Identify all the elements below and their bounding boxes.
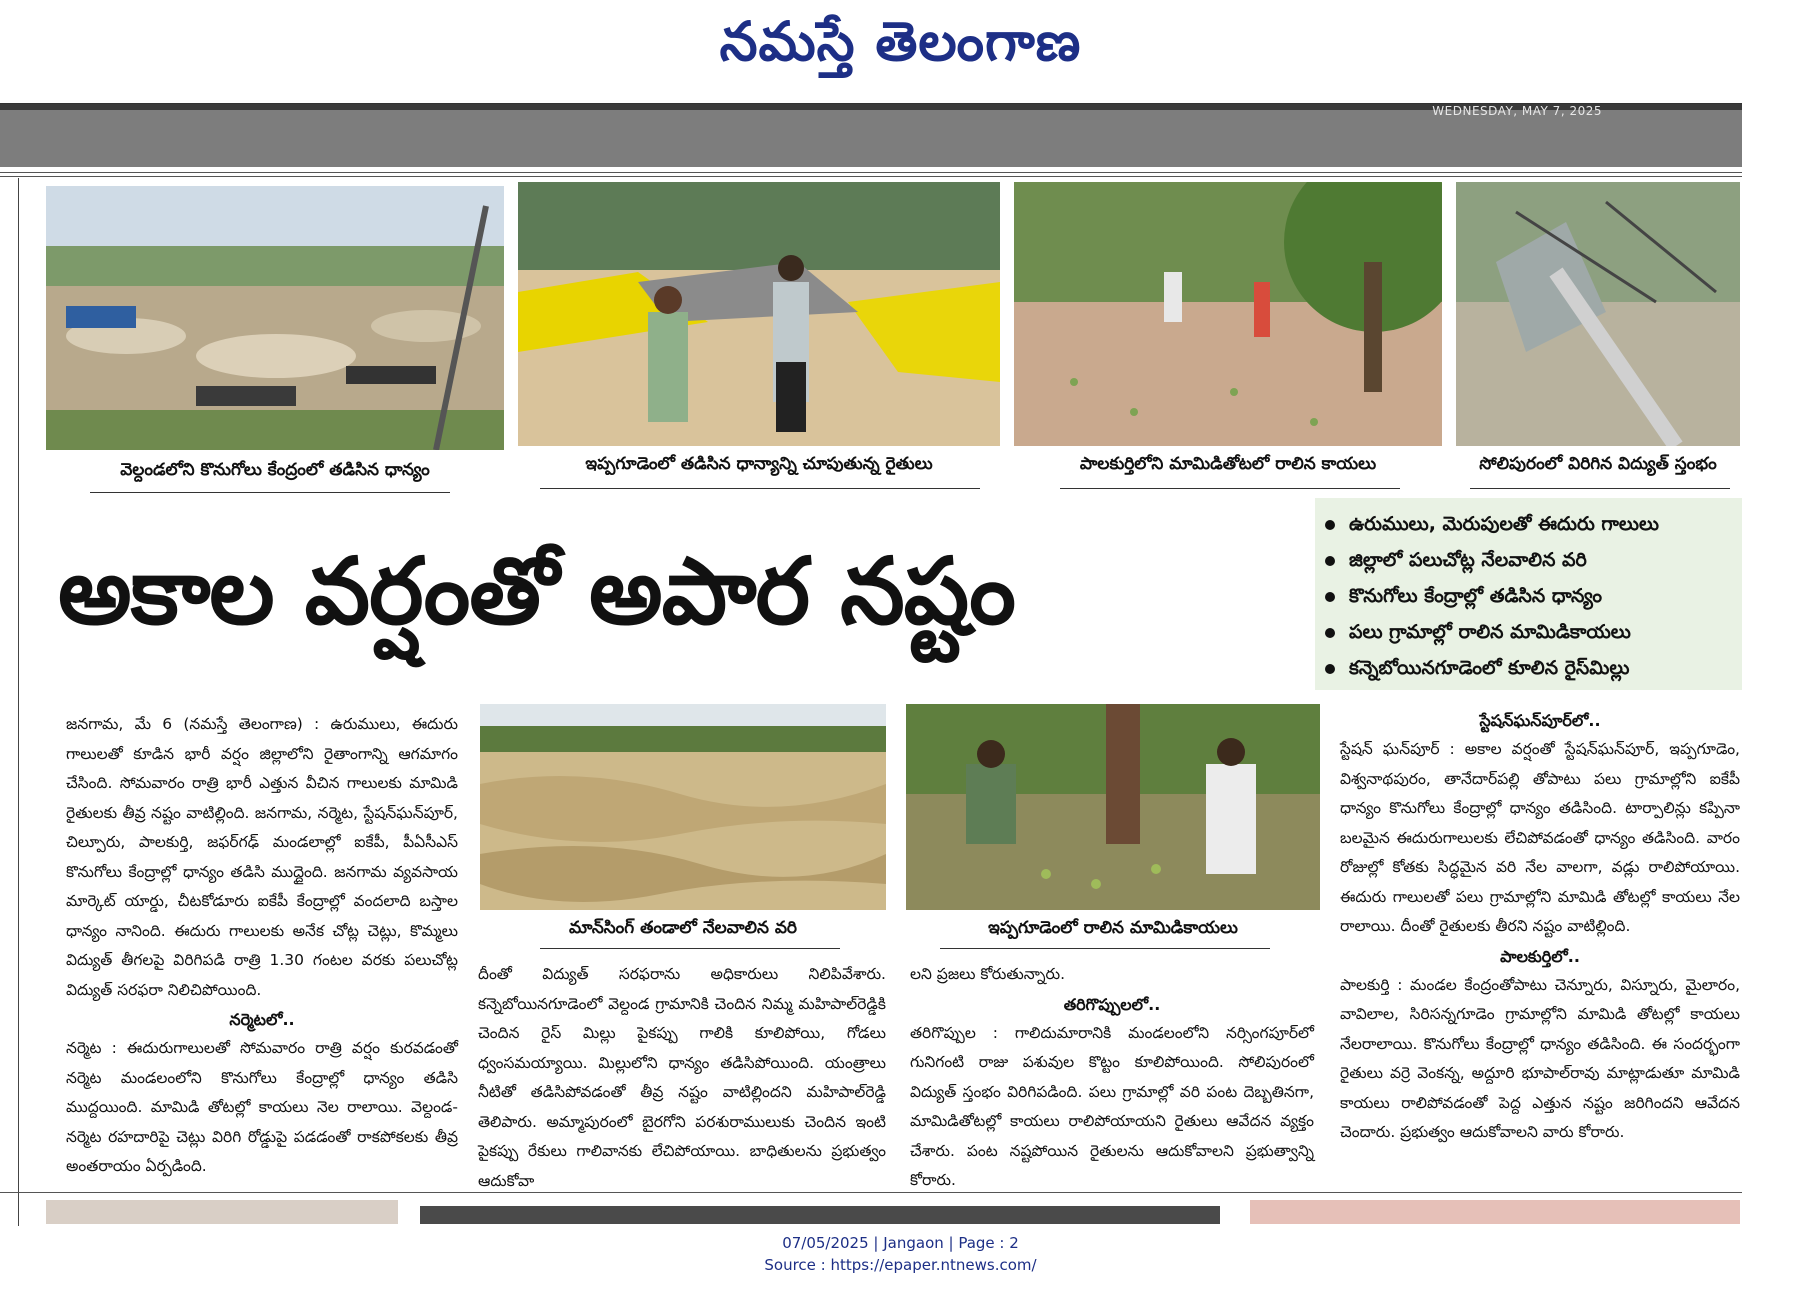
photo-paddy-heaps [46, 186, 504, 450]
headline: అకాల వర్షంతో అపార నష్టం [58, 538, 1015, 645]
photo-broken-pole [1456, 182, 1740, 446]
photo-farmers-wet-paddy [518, 182, 1000, 446]
top-rule [0, 172, 1742, 173]
next-story-photo-left [46, 1200, 398, 1224]
left-column-rule [18, 178, 19, 1226]
article-column-3 [910, 960, 1314, 1196]
highlight-item [1325, 578, 1742, 614]
newspaper-logo: నమస్తే తెలంగాణ [719, 10, 1082, 73]
footer-source-link[interactable]: Source : https://epaper.ntnews.com/ [764, 1256, 1037, 1274]
masthead [0, 0, 1801, 92]
next-story-photo-right [1250, 1200, 1740, 1224]
subheading-tarigoppula: తరిగొప్పులలో.. [1063, 994, 1161, 1014]
highlight-text: కన్నెబోయినగూడెంలో కూలిన రైస్‌మిల్లు [1349, 657, 1630, 679]
article-column-4 [1340, 706, 1740, 1148]
highlight-text: పలు గ్రామాల్లో రాలిన మామిడికాయలు [1349, 621, 1631, 643]
next-story-headline-cut [420, 1206, 1220, 1224]
photo-mango-orchard [1014, 182, 1442, 446]
photo2-caption: ఇప్పగూడెంలో తడిసిన ధాన్యాన్ని చూపుతున్న రైతులు [585, 454, 933, 474]
article-paragraph: దీంతో విద్యుత్ సరఫరాను అధికారులు నిలిపివేశారు. కన్నెబోయినగూడెంలో వెల్దండ గ్రామానికి చెందిన నిమ్మ మహిపాల్‌రెడ్డికి చెందిన రైస్ మిల్లు పైకప్పు గాలికి కూలిపోయి, గోడలు ధ్వంసమయ్యాయి. మిల్లులోని ధాన్యం తడిసిపోయింది. యంత్రాలు నీటితో తడిసిపోవడంతో తీవ్ర నష్టం వాటిల్లిందని మహిపాల్‌రెడ్డి తెలిపారు. అమ్మాపురంలో బైరగోని పరశురాములుకు చెందిన ఇంటి పైకప్పు రేకులు గాలివానకు లేచిపోయాయి. బాధితులను ప్రభుత్వం ఆదుకోవా [478, 965, 886, 1190]
photo-fallen-mangoes [906, 704, 1320, 910]
photo-flattened-paddy [480, 704, 886, 910]
photo4-caption-rule [1470, 488, 1730, 489]
article-paragraph: జనగామ, మే 6 (నమస్తే తెలంగాణ) : ఉరుములు, ఈదురు గాలులతో కూడిన భారీ వర్షం జిల్లాలోని రైతాంగాన్ని ఆగమాగం చేసింది. సోమవారం రాత్రి భారీ ఎత్తున వీచిన గాలులకు మామిడి రైతులకు తీవ్ర నష్టం వాటిల్లింది. జనగామ, నర్మెట, స్టేషన్‌ఘన్‌పూర్, చిల్పూరు, పాలకుర్తి, జఫర్‌గఢ్ మండలాల్లో ఐకేపీ, పీఏసీఎస్ కొనుగోలు కేంద్రాల్లో ధాన్యం తడిసి ముద్దైంది. జనగామ వ్యవసాయ మార్కెట్ యార్డు, చీటకోడూరు ఐకేపీ కేంద్రాల్లో వందలాది బస్తాల ధాన్యం నానింది. ఈదురు గాలులకు అనేక చోట్ల చెట్లు, కొమ్మలు విద్యుత్ తీగలపై విరిగిపడి రాత్రి 1.30 గంటల వరకు పలుచోట్ల విద్యుత్ సరఫరా నిలిచిపోయింది. [66, 715, 458, 999]
article-paragraph: నర్మెట : ఈదురుగాలులతో సోమవారం రాత్రి వర్షం కురవడంతో నర్మెట మండలంలోని కొనుగోలు కేంద్రాల్లో ధాన్యం తడిసి ముద్దయింది. మామిడి తోటల్లో కాయలు నెల రాలాయి. వెల్దండ- నర్మెట రహదారిపై చెట్లు విరిగి రోడ్డుపై పడడంతో రాకపోకలకు తీవ్ర అంతరాయం ఏర్పడింది. [66, 1039, 458, 1175]
subheading-palakurthi: పాలకుర్తిలో.. [1500, 946, 1580, 966]
highlight-text: ఉరుములు, మెరుపులతో ఈదురు గాలులు [1349, 513, 1660, 535]
subheading-station-ghanpur: స్టేషన్‌ఘన్‌పూర్‌లో.. [1479, 711, 1601, 730]
article-paragraph: లని ప్రజలు కోరుతున్నారు. [910, 965, 1066, 983]
photo1-caption-rule [90, 492, 450, 493]
photo5-caption: మాన్‌సింగ్ తండాలో నేలవాలిన వరి [568, 918, 798, 938]
bottom-rule [0, 1192, 1742, 1193]
highlight-item [1325, 614, 1742, 650]
issue-date: WEDNESDAY, MAY 7, 2025 [1432, 104, 1602, 118]
footer [0, 1232, 1801, 1276]
article-column-2 [478, 960, 886, 1196]
article-column-1 [66, 710, 458, 1182]
photo6-caption-rule [940, 948, 1270, 949]
highlight-item [1325, 542, 1742, 578]
article-paragraph: తరిగొప్పుల : గాలిదుమారానికి మండలంలోని నర్సింగపూర్‌లో గునిగంటి రాజు పశువుల కొట్టం కూలిపోయింది. సోలిపురంలో విద్యుత్ స్తంభం విరిగిపడింది. పలు గ్రామాల్లో వరి పంట దెబ్బతినగా, మామిడితోటల్లో కాయలు రాలిపోయాయని రైతులు ఆవేదన వ్యక్తం చేశారు. పంట నష్టపోయిన రైతులను ఆదుకోవాలని ప్రభుత్వాన్ని కోరారు. [910, 1023, 1314, 1189]
highlight-item [1325, 650, 1742, 686]
subheading-narmeta: నర్మెటలో.. [229, 1010, 295, 1029]
photo3-caption-rule [1060, 488, 1400, 489]
photo1-caption: వెల్దండలోని కొనుగోలు కేంద్రంలో తడిసిన ధాన్యం [120, 460, 430, 480]
highlight-item [1325, 506, 1742, 542]
article-paragraph: పాలకుర్తి : మండల కేంద్రంతోపాటు చెన్నూరు, విస్నూరు, మైలారం, వావిలాల, సిరిసన్నగూడెం గ్రామాల్లోని మామిడి తోటల్లో కాయలు నేలరాలాయి. కొనుగోలు కేంద్రాల్లో ధాన్యం తడిసింది. ఈ సందర్భంగా రైతులు వర్రె వెంకన్న, అద్దూరి భూపాల్‌రావు మాట్లాడుతూ మామిడి కాయలు రాలిపోవడంతో పెద్ద ఎత్తున నష్టం జరిగిందని ఆవేదన చెందారు. ప్రభుత్వం ఆదుకోవాలని వారు కోరారు. [1340, 975, 1740, 1141]
article-paragraph: స్టేషన్ ఘన్‌పూర్ : అకాల వర్షంతో స్టేషన్‌ఘన్‌పూర్, ఇప్పగూడెం, విశ్వనాథపురం, తానేదార్‌పల్లి తోపాటు పలు గ్రామాల్లోని ఐకేపీ ధాన్యం కొనుగోలు కేంద్రాల్లో ధాన్యం తడిసింది. టార్పాలిన్లు కప్పినా బలమైన ఈదురుగాలులకు లేచిపోవడంతో ధాన్యం తడిసింది. వారం రోజుల్లో కోతకు సిద్ధమైన వరి నేల వాలగా, వడ్లు రాలిపోయాయి. ఈదురు గాలులతో పలు గ్రామాల్లోని మామిడి తోటల్లో కాయలు నేల రాలాయి. దీంతో రైతులకు తీరని నష్టం వాటిల్లింది. [1340, 740, 1740, 935]
highlight-text: జిల్లాలో పలుచోట్ల నేలవాలిన వరి [1349, 549, 1587, 571]
top-rule-2 [0, 176, 1742, 177]
header-band [0, 103, 1742, 167]
photo6-caption: ఇప్పగూడెంలో రాలిన మామిడికాయలు [988, 918, 1238, 938]
photo4-caption: సోలిపురంలో విరిగిన విద్యుత్ స్తంభం [1479, 454, 1717, 474]
photo2-caption-rule [540, 488, 980, 489]
highlights-box [1315, 498, 1742, 690]
photo5-caption-rule [540, 948, 840, 949]
footer-edition-info: 07/05/2025 | Jangaon | Page : 2 [782, 1234, 1019, 1252]
highlight-text: కొనుగోలు కేంద్రాల్లో తడిసిన ధాన్యం [1349, 585, 1603, 607]
photo3-caption: పాలకుర్తిలోని మామిడితోటలో రాలిన కాయలు [1079, 454, 1377, 474]
